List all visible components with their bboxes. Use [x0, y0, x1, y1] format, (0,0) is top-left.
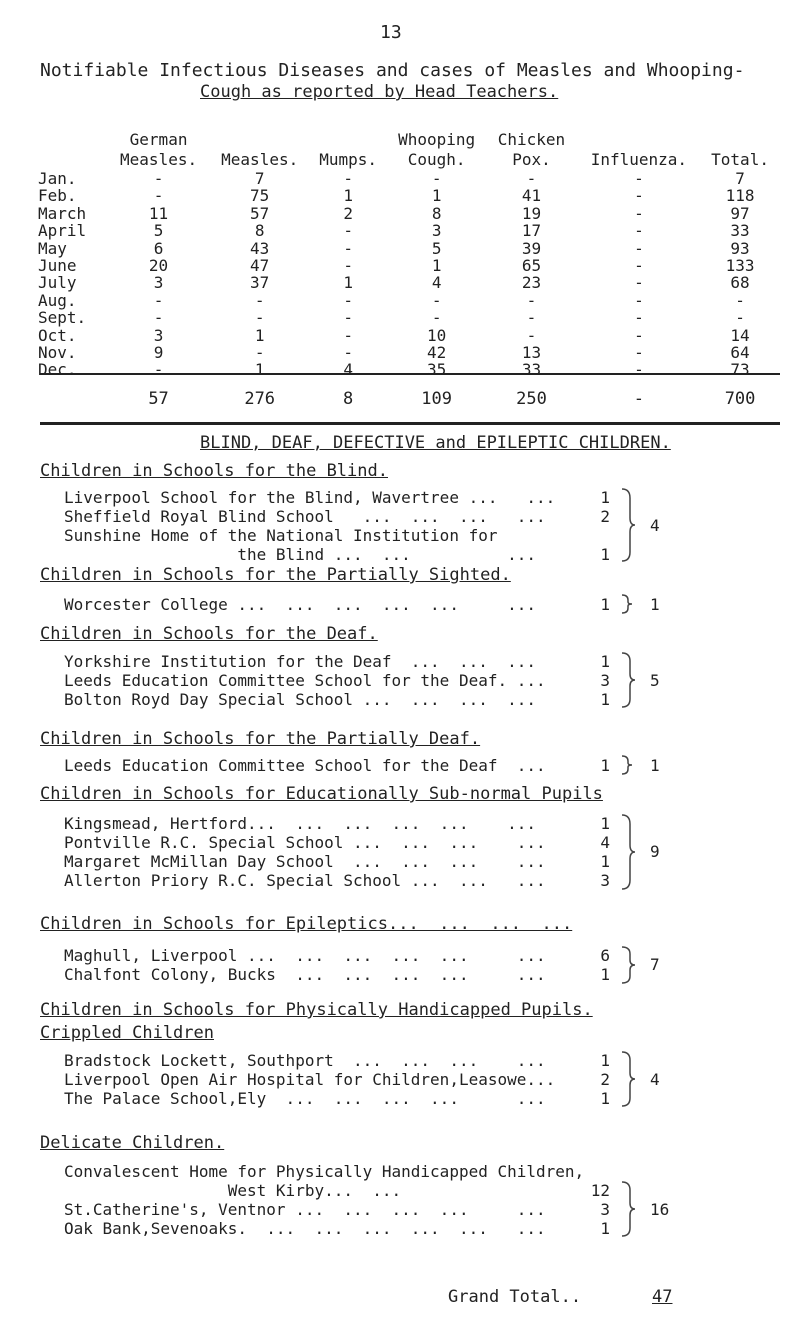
table-row [38, 292, 778, 309]
month-header [38, 130, 108, 170]
group-brace [618, 1179, 638, 1239]
group-brace [618, 650, 638, 710]
chicken-pox-cell: - [526, 325, 537, 345]
whooping-cough-cell: - [431, 308, 442, 328]
influenza-cell: - [634, 169, 644, 188]
mumps-cell: 2 [343, 203, 353, 223]
col-header-whooping-cough: Whooping Cough. [398, 130, 476, 169]
total-total-cell: 700 [724, 388, 756, 409]
category-heading: Children in Schools for the Deaf. [40, 624, 378, 644]
table-row [38, 327, 778, 344]
group-brace [618, 944, 638, 986]
school-entry: Liverpool Open Air Hospital for Children,Leasowe... [64, 1070, 556, 1089]
german-measles-cell: 20 [148, 256, 169, 276]
chicken-pox-cell: 13 [521, 343, 542, 363]
table-row [38, 222, 778, 239]
whooping-cough-cell: 8 [431, 203, 442, 223]
school-entry: Margaret McMillan Day School ... ... ... ... [64, 852, 546, 871]
german-measles-cell: - [153, 308, 164, 328]
col-header-influenza: Influenza. [590, 150, 688, 169]
month-cell: March [38, 203, 87, 223]
chicken-pox-cell: 23 [521, 273, 542, 293]
influenza-cell: - [634, 290, 644, 310]
col-header-total: Total. [711, 150, 769, 169]
influenza-cell: - [634, 360, 644, 380]
measles-cell: 43 [250, 238, 270, 258]
measles-cell: 75 [250, 186, 270, 206]
measles-cell: - [254, 308, 265, 328]
col-header-german-measles: German Measles. [120, 130, 198, 169]
category-heading: Children in Schools for the Partially Sighted. [40, 565, 511, 585]
disease-table [38, 130, 778, 419]
whooping-cough-cell: 3 [431, 221, 442, 241]
school-entry: the Blind ... ... ... [64, 545, 537, 564]
mumps-cell: - [343, 221, 353, 241]
influenza-cell: - [634, 256, 644, 276]
measles-cell: - [254, 343, 265, 363]
month-cell: Dec. [38, 360, 77, 380]
whooping-cough-cell: 5 [431, 238, 442, 258]
total-cell: 14 [730, 325, 750, 345]
influenza-cell: - [634, 238, 644, 258]
influenza-cell: - [634, 308, 644, 328]
page-subtitle: Cough as reported by Head Teachers. [200, 82, 559, 102]
chicken-pox-cell: - [526, 308, 537, 328]
school-entry: Maghull, Liverpool ... ... ... ... ... ... [64, 946, 546, 965]
school-count: 1 [600, 814, 610, 833]
influenza-total-cell: - [633, 388, 645, 409]
table-row [38, 344, 778, 361]
mumps-cell: - [343, 325, 353, 345]
total-cell: 64 [730, 343, 750, 363]
total-cell: 118 [725, 186, 755, 206]
month-cell: Sept. [38, 308, 87, 328]
chicken-pox-cell: 33 [521, 360, 542, 380]
mumps-cell: 4 [343, 360, 353, 380]
school-entry: West Kirby... ... [64, 1181, 402, 1200]
group-total: 1 [650, 756, 660, 775]
category-heading: Children in Schools for Educationally Sub-normal Pupils [40, 784, 603, 804]
group-total: 5 [650, 671, 660, 690]
german-measles-cell: - [153, 186, 164, 206]
month-cell: Jan. [38, 169, 77, 188]
school-entry: Worcester College ... ... ... ... ... ... [64, 595, 537, 614]
group-total: 4 [650, 1070, 660, 1089]
school-count: 1 [600, 488, 610, 507]
table-rule-top [40, 373, 780, 375]
school-entry: St.Catherine's, Ventnor ... ... ... ... ... [64, 1200, 546, 1219]
influenza-cell: - [634, 343, 644, 363]
influenza-cell: - [634, 325, 644, 345]
measles-cell: 7 [254, 169, 265, 188]
school-entry: Liverpool School for the Blind, Wavertree ... ... [64, 488, 556, 507]
category-heading: Children in Schools for the Blind. [40, 461, 388, 481]
school-entry: Kingsmead, Hertford... ... ... ... ... ... [64, 814, 537, 833]
grand-total-label: Grand Total.. [448, 1287, 582, 1307]
table-row [38, 274, 778, 291]
month-cell: Feb. [38, 186, 77, 206]
group-brace [618, 754, 638, 776]
category-heading: Delicate Children. [40, 1133, 225, 1153]
total-cell: 33 [730, 221, 750, 241]
school-count: 1 [600, 652, 610, 671]
school-entry: Sheffield Royal Blind School ... ... ... ... [64, 507, 546, 526]
german-measles-cell: - [153, 360, 164, 380]
influenza-cell: - [634, 273, 644, 293]
mumps-cell: - [343, 256, 353, 276]
total-cell: - [735, 290, 745, 310]
page-number: 13 [380, 22, 402, 43]
school-entry: Allerton Priory R.C. Special School ... ... ... [64, 871, 546, 890]
whooping-cough-cell: 4 [431, 273, 442, 293]
school-count: 3 [600, 871, 610, 890]
group-brace [618, 1049, 638, 1109]
german-measles-cell: - [153, 169, 164, 188]
school-entry: Sunshine Home of the National Institution for [64, 526, 498, 545]
school-entry: Oak Bank,Sevenoaks. ... ... ... ... ... ... [64, 1219, 546, 1238]
table-row [38, 170, 778, 187]
category-heading: Children in Schools for the Partially Deaf. [40, 729, 481, 749]
col-header-measles: Measles. [221, 150, 299, 169]
german-measles-cell: 6 [153, 238, 164, 258]
school-count: 3 [600, 671, 610, 690]
school-count: 2 [600, 1070, 610, 1089]
chicken-pox-cell: 65 [521, 256, 542, 276]
total-cell: 68 [730, 273, 750, 293]
whooping-cough-cell: 1 [431, 186, 442, 206]
col-header-chicken-pox: Chicken Pox. [497, 130, 566, 169]
school-count: 4 [600, 833, 610, 852]
mumps-cell: 1 [343, 273, 353, 293]
german-measles-cell: 3 [153, 273, 164, 293]
month-cell: May [38, 238, 67, 258]
month-cell: Aug. [38, 290, 77, 310]
school-count: 3 [600, 1200, 610, 1219]
chicken-pox-cell: 41 [521, 186, 542, 206]
mumps-cell: 1 [343, 186, 353, 206]
whooping-cough-cell: 35 [427, 360, 447, 380]
month-cell: Nov. [38, 343, 77, 363]
school-entry: Leeds Education Committee School for the Deaf. ... [64, 671, 546, 690]
group-brace [618, 486, 638, 564]
school-entry: Bolton Royd Day Special School ... ... ... ... [64, 690, 537, 709]
mumps-cell: - [343, 343, 353, 363]
table-row [38, 205, 778, 222]
measles-cell: 37 [250, 273, 270, 293]
measles-cell: 57 [250, 203, 270, 223]
table-header-row [38, 130, 778, 170]
german-measles-cell: 3 [153, 325, 164, 345]
school-count: 1 [600, 1219, 610, 1238]
section-title: BLIND, DEAF, DEFECTIVE and EPILEPTIC CHILDREN. [200, 433, 671, 453]
table-rule-bottom [40, 422, 780, 425]
total-cell: 97 [730, 203, 750, 223]
table-row [38, 257, 778, 274]
total-cell: 133 [725, 256, 755, 276]
chicken-pox-cell: 17 [521, 221, 542, 241]
measles-cell: 8 [254, 221, 265, 241]
chicken-pox-cell: 19 [521, 203, 542, 223]
totals-label-cell [38, 379, 108, 419]
influenza-cell: - [634, 203, 644, 223]
school-entry: Bradstock Lockett, Southport ... ... ... ... [64, 1051, 546, 1070]
group-total: 7 [650, 955, 660, 974]
chicken-pox-cell: 39 [521, 238, 542, 258]
group-brace [618, 812, 638, 892]
mumps-cell: - [343, 238, 353, 258]
group-total: 4 [650, 516, 660, 535]
whooping-cough-cell: 1 [431, 256, 442, 276]
whooping-cough-total-cell: 109 [421, 388, 453, 409]
table-row [38, 361, 778, 378]
category-heading: Children in Schools for Physically Handicapped Pupils. [40, 1000, 593, 1020]
mumps-cell: - [343, 308, 353, 328]
chicken-pox-cell: - [526, 169, 537, 188]
measles-cell: 47 [250, 256, 270, 276]
school-count: 1 [600, 690, 610, 709]
month-cell: June [38, 256, 77, 276]
measles-total-cell: 276 [244, 388, 276, 409]
school-count: 2 [600, 507, 610, 526]
school-count: 12 [590, 1181, 610, 1200]
group-total: 9 [650, 842, 660, 861]
total-cell: 7 [735, 169, 745, 188]
school-entry: Convalescent Home for Physically Handicapped Children, [64, 1162, 585, 1181]
whooping-cough-cell: - [431, 290, 442, 310]
group-total: 1 [650, 595, 660, 614]
chicken-pox-cell: - [526, 290, 537, 310]
school-count: 1 [600, 965, 610, 984]
school-entry: Pontville R.C. Special School ... ... ... ... [64, 833, 546, 852]
school-count: 1 [600, 852, 610, 871]
influenza-cell: - [634, 186, 644, 206]
mumps-cell: - [343, 169, 353, 188]
total-cell: 93 [730, 238, 750, 258]
measles-cell: - [254, 290, 265, 310]
school-entry: Yorkshire Institution for the Deaf ... ... ... [64, 652, 537, 671]
school-count: 1 [600, 545, 610, 564]
chicken-pox-total-cell: 250 [516, 388, 547, 409]
german-measles-cell: - [153, 290, 164, 310]
school-count: 1 [600, 756, 610, 775]
table-row [38, 187, 778, 204]
school-count: 1 [600, 595, 610, 614]
month-cell: April [38, 221, 87, 241]
german-measles-cell: 11 [148, 203, 169, 223]
school-count: 1 [600, 1051, 610, 1070]
german-measles-cell: 9 [153, 343, 164, 363]
table-row [38, 309, 778, 326]
german-measles-cell: 5 [153, 221, 164, 241]
german-measles-total-cell: 57 [148, 388, 169, 409]
category-heading: Children in Schools for Epileptics... ... ... ... [40, 914, 573, 934]
whooping-cough-cell: 10 [427, 325, 447, 345]
total-cell: 73 [730, 360, 750, 380]
school-count: 1 [600, 1089, 610, 1108]
totals-row [38, 379, 778, 419]
col-header-mumps: Mumps. [319, 150, 378, 169]
influenza-cell: - [634, 221, 644, 241]
measles-cell: 1 [254, 360, 265, 380]
table-row [38, 240, 778, 257]
month-cell: Oct. [38, 325, 77, 345]
month-cell: July [38, 273, 77, 293]
measles-cell: 1 [254, 325, 265, 345]
school-entry: The Palace School,Ely ... ... ... ... ... [64, 1089, 546, 1108]
mumps-total-cell: 8 [343, 388, 354, 409]
school-count: 6 [600, 946, 610, 965]
group-brace [618, 593, 638, 615]
grand-total-value: 47 [652, 1287, 673, 1307]
group-total: 16 [650, 1200, 670, 1219]
school-entry: Leeds Education Committee School for the Deaf ... [64, 756, 546, 775]
category-heading: Crippled Children [40, 1023, 214, 1043]
whooping-cough-cell: - [431, 169, 442, 188]
page-title: Notifiable Infectious Diseases and cases of Measles and Whooping- [40, 60, 745, 81]
school-entry: Chalfont Colony, Bucks ... ... ... ... ... [64, 965, 546, 984]
total-cell: - [735, 308, 745, 328]
whooping-cough-cell: 42 [427, 343, 447, 363]
mumps-cell: - [343, 290, 353, 310]
